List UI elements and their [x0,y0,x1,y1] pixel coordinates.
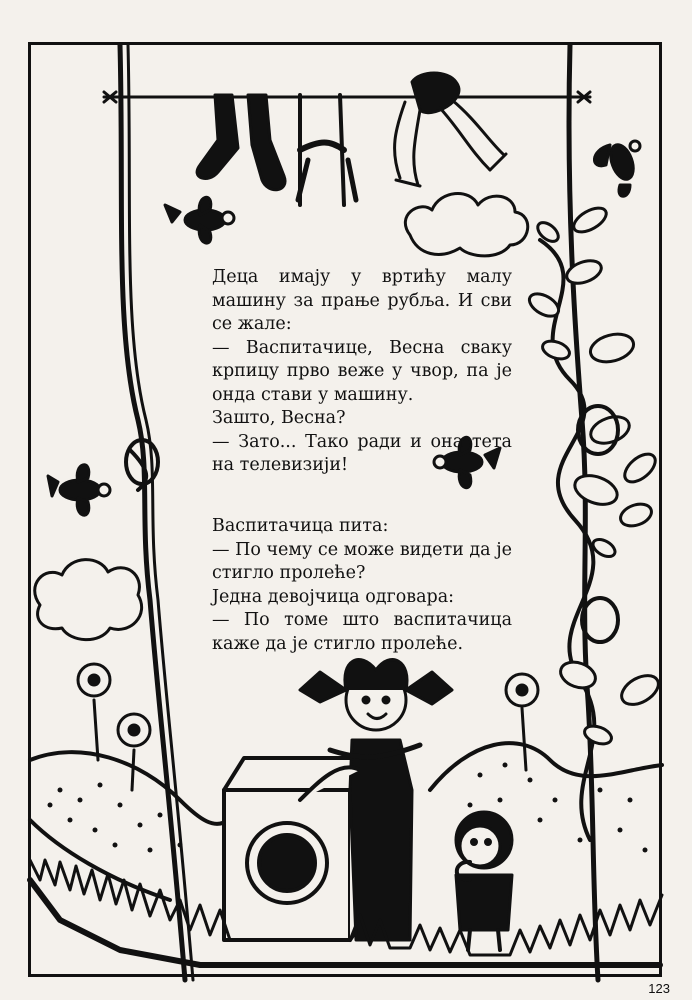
cloud-top [405,194,527,256]
story-2-paragraph-4: — По томе што васпитачица каже да је стигло пролеће. [212,610,512,654]
bird-top-left [165,197,234,243]
bird-top-right [594,141,640,196]
bird-left [48,465,110,515]
right-pole [569,45,598,980]
hill-right [430,743,662,790]
socks [197,95,356,205]
story-1-paragraph-1: Деца имају у вртићу малу машину за прање рубља. И сви се жале: [212,267,512,334]
flower-right [506,674,538,770]
story-1-paragraph-4: — Зато... Тако ради и она тета на телевизији! [212,431,512,475]
story-2-paragraph-2: — По чему се може видети да је стигло пролеће? [212,539,512,583]
cloud-left [35,560,142,640]
scarf [395,73,506,186]
boy [456,812,512,950]
story-2-paragraph-3: Једна девојчица одговара: [212,586,455,607]
story-2 [212,515,512,656]
leaves [526,203,664,747]
washing-machine [224,758,370,940]
story-1-paragraph-3: Зашто, Весна? [212,408,346,428]
story-1 [212,266,512,478]
story-2-paragraph-1: Васпитачица пита: [212,516,389,536]
page-number: 123 [648,981,670,996]
story-1-paragraph-2: — Васпитачице, Весна сваку крпицу прво веже у чвор, па је онда стави у машину. [212,337,512,405]
